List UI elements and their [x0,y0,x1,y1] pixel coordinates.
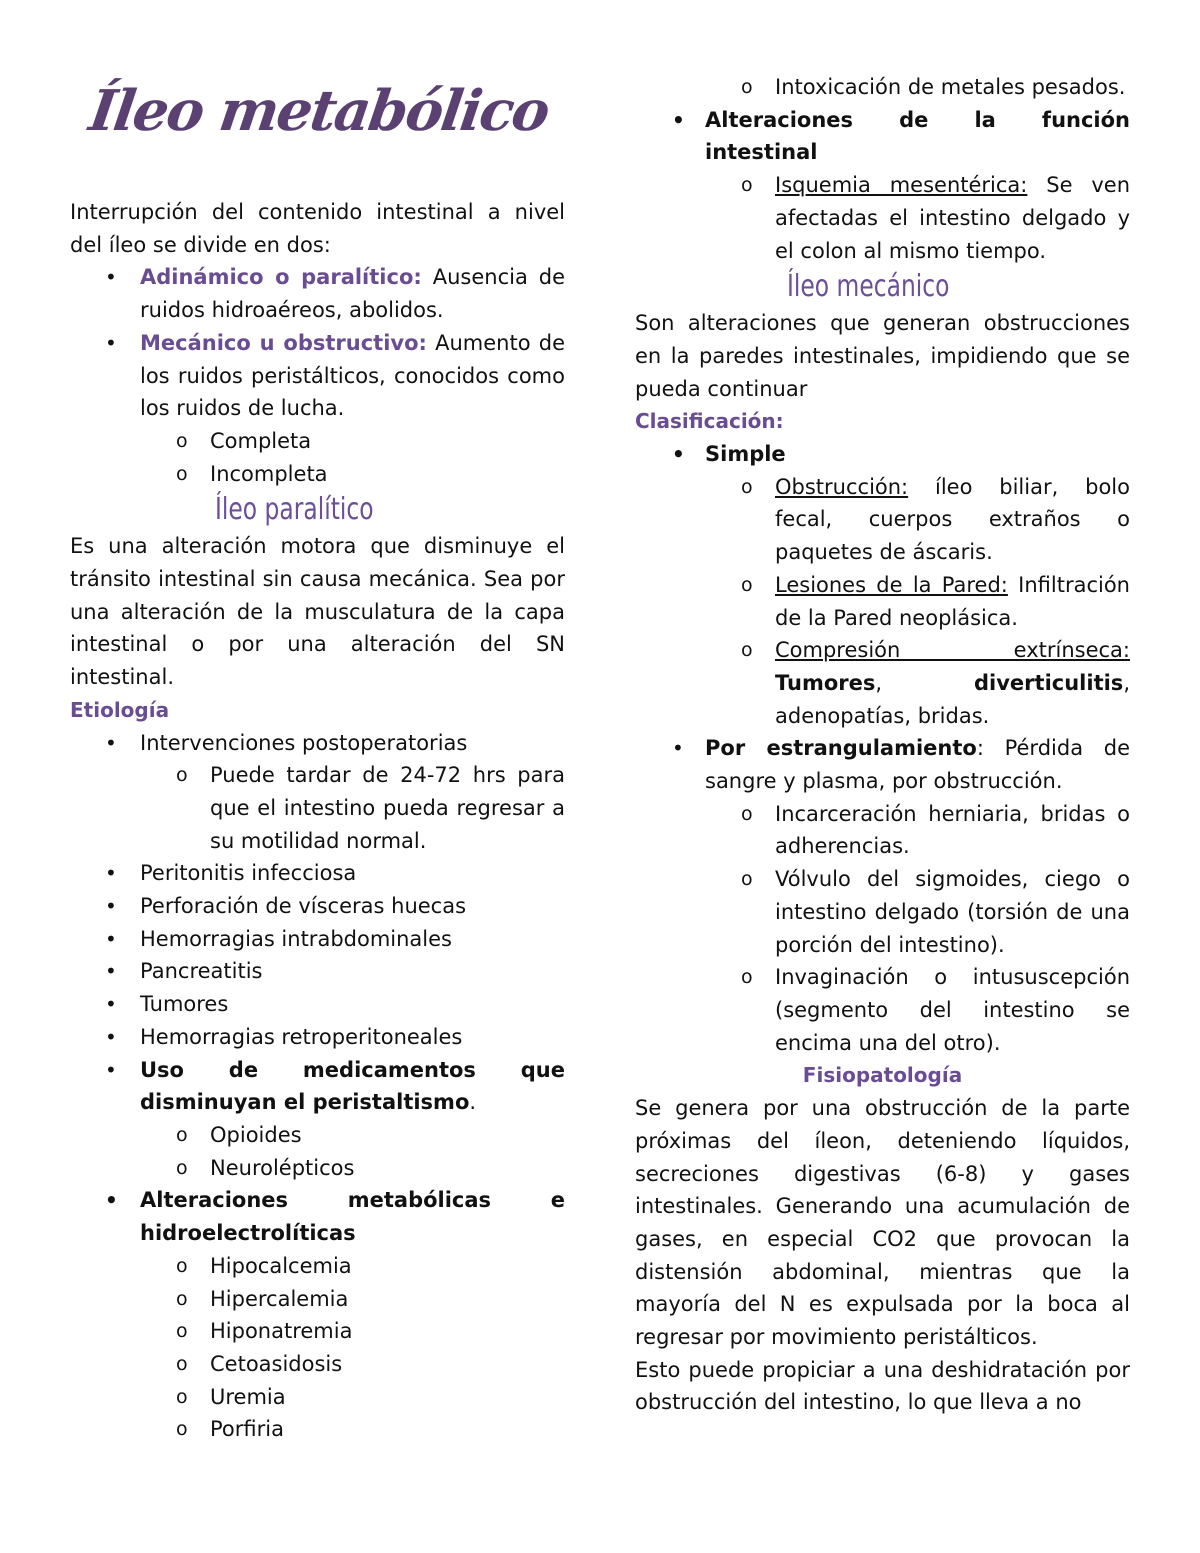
type-term: Mecánico u obstructivo: [140,330,427,355]
item-bold: Por estrangulamiento [705,736,977,761]
item-term: Lesiones de la Pared: [775,572,1008,597]
item-text: íleo biliar, bolo fecal, cuerpos extraños o paquetes de áscaris. [775,474,1130,565]
item-bold: diverticulitis [974,670,1124,695]
list-item: • Simple [635,438,1130,471]
clasificacion-list [635,438,1130,1059]
list-item: o Incompleta [70,458,565,491]
list-item: • Alteraciones metabólicas e hidroelectrolíticas [70,1184,565,1249]
item-term: Isquemia mesentérica: [775,173,1028,198]
list-item: • Peritonitis infecciosa [70,857,565,890]
list-item [635,732,1130,797]
section-heading: Íleo paralítico [215,492,374,528]
right-column [635,71,1130,1419]
list-item: • Hemorragias retroperitoneales [70,1021,565,1054]
intro-text: Interrupción del contenido intestinal a nivel del íleo se divide en dos: [70,200,565,257]
section-heading: Fisiopatología [802,1063,963,1088]
type-text: Aumento de los ruidos peristálticos, conocidos como los ruidos de lucha. [140,330,565,421]
item-text: Se ven afectadas el intestino delgado y el colon al mismo tiempo. [775,173,1130,263]
item-term: Compresión extrínseca: [775,638,1130,663]
list-item [635,169,1130,267]
list-item: o Porfiria [70,1413,565,1446]
fisio-text: Se genera por una obstrucción de la parte próximas del íleon, deteniendo líquidos, secreciones digestivas (6-8) y gases intestinales. Generando una acumulación de gases, en especial CO2 que provocan la distensión abdominal, mientras que la mayoría del N es expulsada por la boca al regresar por movimiento peristálticos. [635,1096,1130,1350]
item-text: Infiltración de la Pared neoplásica. [775,572,1130,630]
list-item [635,471,1130,569]
item-bold: Tumores [775,670,876,695]
item-term: Obstrucción: [775,474,909,499]
type-term: Adinámico o paralítico: [140,265,422,290]
list-item: o Intoxicación de metales pesados. [635,71,1130,104]
list-item: o Completa [70,425,565,458]
list-item: o Opioides [70,1119,565,1152]
page-title: Íleo metabólico [85,78,553,144]
list-item: • Hemorragias intrabdominales [70,923,565,956]
list-item: • Intervenciones postoperatorias [70,727,565,760]
list-item: o Incarceración herniaria, bridas o adherencias. [635,798,1130,863]
type-text: Ausencia de ruidos hidroaéreos, abolidos. [140,265,565,323]
list-item: o Uremia [70,1381,565,1414]
section-heading: Etiología [70,697,170,722]
right-list-top [635,71,1130,267]
list-item: • Tumores [70,988,565,1021]
section-heading: Clasificación: [635,409,784,434]
left-column [70,196,565,1446]
paralitico-text: Es una alteración motora que disminuye el tránsito intestinal sin causa mecánica. Sea por una alteración de la musculatura de la capa intestinal o por una alteración del SN intestinal. [70,534,565,690]
item-text: : Pérdida de sangre y plasma, por obstrucción. [705,736,1130,794]
list-item: o Vólvulo del sigmoides, ciego o intestino delgado (torsión de una porción del intestino). [635,863,1130,961]
etiologia-list [70,727,565,1446]
list-item: • Alteraciones de la función intestinal [635,104,1130,169]
list-item: o Puede tardar de 24-72 hrs para que el intestino pueda regresar a su motilidad normal. [70,759,565,857]
list-item: o Hipercalemia [70,1283,565,1316]
mecanico-text: Son alteraciones que generan obstrucciones en la paredes intestinales, impidiendo que se pueda continuar [635,311,1130,401]
list-item [70,261,565,326]
item-bold: Uso de medicamentos que disminuyan el peristaltismo [140,1057,565,1115]
list-item: o Compresión extrínseca: Tumores, diverticulitis, adenopatías, bridas. [635,634,1130,732]
list-item: o Hiponatremia [70,1315,565,1348]
list-item [635,569,1130,634]
list-item: o Invaginación o intususcepción (segmento del intestino se encima una del otro). [635,961,1130,1059]
types-list [70,261,565,490]
list-item: o Neurolépticos [70,1152,565,1185]
item-text: , adenopatías, bridas. [775,670,1130,728]
list-item: • Perforación de vísceras huecas [70,890,565,923]
section-heading: Íleo mecánico [787,269,950,305]
list-item: • Uso de medicamentos que disminuyan el peristaltismo. [70,1054,565,1119]
list-item: o Cetoasidosis [70,1348,565,1381]
list-item: o Hipocalcemia [70,1250,565,1283]
list-item: • Pancreatitis [70,955,565,988]
list-item [70,327,565,425]
fisio-text: Esto puede propiciar a una deshidratación por obstrucción del intestino, lo que lleva a no [635,1357,1130,1415]
